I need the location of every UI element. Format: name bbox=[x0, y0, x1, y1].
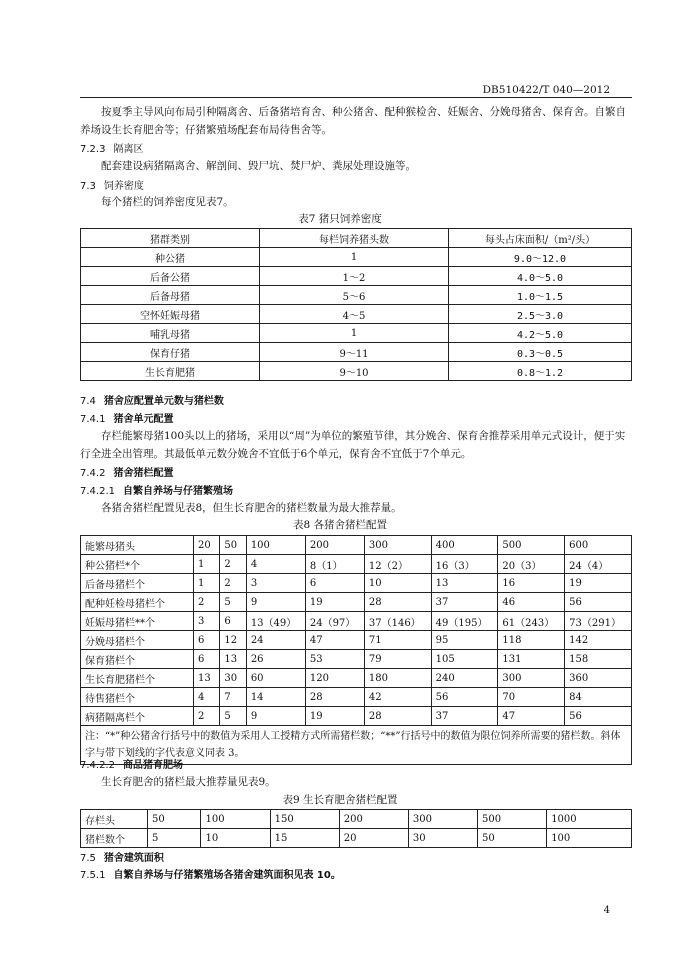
table-cell: 7 bbox=[220, 688, 246, 707]
table-cell: 150 bbox=[270, 810, 339, 829]
table-cell: 后备公猪 bbox=[81, 267, 260, 286]
table-cell: 4.2～5.0 bbox=[449, 324, 632, 343]
section-7-3-heading bbox=[80, 177, 144, 192]
table-cell: 37 bbox=[431, 593, 498, 612]
table-cell: 13 bbox=[220, 650, 246, 669]
table-cell: 9～11 bbox=[260, 343, 449, 362]
table-cell: 4 bbox=[194, 688, 220, 707]
table-cell: 46 bbox=[498, 593, 565, 612]
table-cell: 6 bbox=[220, 612, 246, 631]
table-header-cell: 每栏饲养猪头数 bbox=[260, 229, 449, 248]
table-row-label: 病猪隔离栏个 bbox=[81, 707, 194, 726]
table-cell: 28 bbox=[364, 593, 431, 612]
section-7-5-heading bbox=[80, 849, 164, 864]
table-cell: 19 bbox=[305, 707, 364, 726]
table-cell: 400 bbox=[431, 536, 498, 555]
table-cell: 5～6 bbox=[260, 286, 449, 305]
table-cell: 1 bbox=[260, 248, 449, 267]
section-7-2-3-text: 配套建设病猪隔离舍、解剖间、毁尸坑、焚尸炉、粪尿处理设施等。 bbox=[101, 160, 416, 172]
table7-caption: 表7 猪只饲养密度 bbox=[298, 213, 382, 225]
table-cell: 84 bbox=[565, 688, 632, 707]
table-cell: 24 bbox=[246, 631, 305, 650]
table-cell: 4.0～5.0 bbox=[449, 267, 632, 286]
table-cell: 19 bbox=[305, 593, 364, 612]
table-cell: 200 bbox=[305, 536, 364, 555]
table-cell: 26 bbox=[246, 650, 305, 669]
table-cell: 56 bbox=[431, 688, 498, 707]
table-cell: 500 bbox=[498, 536, 565, 555]
table-row-label: 存栏头 bbox=[81, 810, 148, 829]
table-cell: 保育仔猪 bbox=[81, 343, 260, 362]
table-cell: 120 bbox=[305, 669, 364, 688]
section-7-3-text: 每个猪栏的饲养密度见表7。 bbox=[101, 196, 234, 208]
table-cell: 2 bbox=[194, 593, 220, 612]
table-cell: 118 bbox=[498, 631, 565, 650]
table8-caption: 表8 各猪舍猪栏配置 bbox=[292, 519, 388, 531]
table-cell: 24（97） bbox=[305, 612, 364, 631]
table-cell: 300 bbox=[364, 536, 431, 555]
table-cell: 79 bbox=[364, 650, 431, 669]
table-cell: 28 bbox=[364, 707, 431, 726]
table-cell: 6 bbox=[305, 574, 364, 593]
table-row bbox=[81, 707, 632, 726]
table-cell: 后备母猪 bbox=[81, 286, 260, 305]
table-cell: 10 bbox=[201, 829, 270, 848]
table-cell: 100 bbox=[201, 810, 270, 829]
table-cell: 4～5 bbox=[260, 305, 449, 324]
table-cell: 47 bbox=[305, 631, 364, 650]
table-cell: 19 bbox=[565, 574, 632, 593]
table-cell: 13 bbox=[194, 669, 220, 688]
table-cell: 5 bbox=[220, 707, 246, 726]
section-number: 7.5.1 bbox=[80, 870, 106, 881]
table-cell: 2.5～3.0 bbox=[449, 305, 632, 324]
table-cell: 42 bbox=[364, 688, 431, 707]
table-cell: 0.3～0.5 bbox=[449, 343, 632, 362]
table-row bbox=[81, 669, 632, 688]
section-title: 隔离区 bbox=[113, 144, 144, 155]
table-row bbox=[81, 324, 632, 343]
table-cell: 2 bbox=[220, 574, 246, 593]
section-number: 7.4 bbox=[80, 396, 96, 407]
table-row bbox=[81, 574, 632, 593]
table-cell: 5 bbox=[148, 829, 201, 848]
table-cell: 500 bbox=[478, 810, 547, 829]
table-cell: 13 bbox=[431, 574, 498, 593]
section-7-4-2-2-text: 生长育肥舍的猪栏最大推荐量见表9。 bbox=[101, 776, 276, 788]
section-title: 猪舍应配置单元数与猪栏数 bbox=[103, 396, 224, 407]
table-cell: 6 bbox=[194, 650, 220, 669]
table-cell: 哺乳母猪 bbox=[81, 324, 260, 343]
table-cell: 50 bbox=[220, 536, 246, 555]
table-cell: 4 bbox=[246, 555, 305, 574]
table-cell: 360 bbox=[565, 669, 632, 688]
table-row-label: 能繁母猪头 bbox=[81, 536, 194, 555]
table-cell: 73（291） bbox=[565, 612, 632, 631]
table-cell: 240 bbox=[431, 669, 498, 688]
table-cell: 131 bbox=[498, 650, 565, 669]
section-7-4-1-heading bbox=[80, 410, 173, 425]
table-row-label: 后备母猪栏个 bbox=[81, 574, 194, 593]
table-cell: 5 bbox=[220, 593, 246, 612]
table-cell: 8（1） bbox=[305, 555, 364, 574]
table-cell: 1000 bbox=[547, 810, 632, 829]
table-cell: 56 bbox=[565, 707, 632, 726]
table-cell: 3 bbox=[246, 574, 305, 593]
section-7-4-2-heading bbox=[80, 464, 173, 479]
section-title: 猪舍猪栏配置 bbox=[113, 468, 174, 479]
section-title: 猪舍单元配置 bbox=[113, 414, 174, 425]
document-code: DB510422/T 040—2012 bbox=[482, 84, 610, 96]
table-cell: 50 bbox=[478, 829, 547, 848]
table-row-label: 待售猪栏个 bbox=[81, 688, 194, 707]
intro-paragraph: 按夏季主导风向布局引种隔离舍、后备猪培育舍、种公猪舍、配种猴检舍、妊娠舍、分娩母猪舍、保育舍。自繁自养场设生长育肥舍等；仔猪繁殖场配套布局待售舍等。 bbox=[80, 106, 626, 136]
table-row bbox=[81, 343, 632, 362]
table-header-cell: 猪群类别 bbox=[81, 229, 260, 248]
table-row-label: 妊娠母猪栏**个 bbox=[81, 612, 194, 631]
section-7-4-2-1-heading bbox=[80, 482, 233, 497]
table-header-cell: 每头占床面积/（m²/头） bbox=[449, 229, 632, 248]
table-row bbox=[81, 688, 632, 707]
table-row-label: 种公猪栏*个 bbox=[81, 555, 194, 574]
table-row-label: 猪栏数个 bbox=[81, 829, 148, 848]
section-title: 自繁自养场与仔猪繁殖场各猪舍建筑面积见表 10。 bbox=[113, 870, 341, 881]
table-cell: 种公猪 bbox=[81, 248, 260, 267]
page-number: 4 bbox=[603, 905, 610, 916]
table-cell: 300 bbox=[408, 810, 477, 829]
table-note: 注：“*”种公猪舍行括号中的数值为采用人工授精方式所需猪栏数；“**”行括号中的数值为限位饲养所需要的猪栏数。斜体字与带下划线的字代表意义同表 3。 bbox=[81, 726, 632, 765]
table-cell: 14 bbox=[246, 688, 305, 707]
table-cell: 28 bbox=[305, 688, 364, 707]
table-cell: 9～10 bbox=[260, 362, 449, 381]
table-row bbox=[81, 305, 632, 324]
table-cell: 3 bbox=[194, 612, 220, 631]
table-row-label: 分娩母猪栏个 bbox=[81, 631, 194, 650]
table-row bbox=[81, 362, 632, 381]
table-header-row bbox=[81, 229, 632, 248]
table-row bbox=[81, 631, 632, 650]
table-row bbox=[81, 593, 632, 612]
table-cell: 9.0～12.0 bbox=[449, 248, 632, 267]
table-cell: 37（146） bbox=[364, 612, 431, 631]
section-number: 7.4.2.1 bbox=[80, 486, 115, 497]
table-cell: 300 bbox=[498, 669, 565, 688]
table-cell: 70 bbox=[498, 688, 565, 707]
section-title: 自繁自养场与仔猪繁殖场 bbox=[123, 486, 233, 497]
section-7-4-heading bbox=[80, 392, 224, 407]
table-cell: 37 bbox=[431, 707, 498, 726]
section-number: 7.3 bbox=[80, 181, 96, 192]
table-cell: 100 bbox=[246, 536, 305, 555]
table-cell: 2 bbox=[194, 707, 220, 726]
table-cell: 50 bbox=[148, 810, 201, 829]
table-row bbox=[81, 612, 632, 631]
section-title: 饲养密度 bbox=[103, 181, 144, 192]
table-cell: 2 bbox=[220, 555, 246, 574]
table-cell: 53 bbox=[305, 650, 364, 669]
table-cell: 20（3） bbox=[498, 555, 565, 574]
section-title: 猪舍建筑面积 bbox=[103, 853, 164, 864]
table-cell: 13（49） bbox=[246, 612, 305, 631]
table-row bbox=[81, 650, 632, 669]
section-number: 7.4.1 bbox=[80, 414, 106, 425]
table-cell: 0.8～1.2 bbox=[449, 362, 632, 381]
table-cell: 142 bbox=[565, 631, 632, 650]
table-8 bbox=[80, 535, 632, 765]
table-cell: 71 bbox=[364, 631, 431, 650]
table-cell: 20 bbox=[339, 829, 408, 848]
section-number: 7.4.2 bbox=[80, 468, 106, 479]
table-cell: 16 bbox=[498, 574, 565, 593]
table-cell: 105 bbox=[431, 650, 498, 669]
table-cell: 49（195） bbox=[431, 612, 498, 631]
table-cell: 9 bbox=[246, 707, 305, 726]
table-cell: 6 bbox=[194, 631, 220, 650]
table-row-label: 配种妊检母猪栏个 bbox=[81, 593, 194, 612]
table-cell: 24（4） bbox=[565, 555, 632, 574]
section-7-2-3-heading bbox=[80, 140, 143, 155]
section-number: 7.5 bbox=[80, 853, 96, 864]
table-cell: 10 bbox=[364, 574, 431, 593]
table-cell: 1 bbox=[260, 324, 449, 343]
table-cell: 15 bbox=[270, 829, 339, 848]
table-cell: 30 bbox=[408, 829, 477, 848]
table-cell: 12（2） bbox=[364, 555, 431, 574]
table-cell: 30 bbox=[220, 669, 246, 688]
header-divider bbox=[80, 97, 632, 98]
table-cell: 12 bbox=[220, 631, 246, 650]
table-row bbox=[81, 810, 632, 829]
section-number: 7.4.2.2 bbox=[80, 760, 115, 771]
table-cell: 180 bbox=[364, 669, 431, 688]
section-title: 商品猪育肥场 bbox=[123, 760, 183, 771]
table-cell: 158 bbox=[565, 650, 632, 669]
table-row bbox=[81, 248, 632, 267]
table-row bbox=[81, 829, 632, 848]
table-cell: 1 bbox=[194, 555, 220, 574]
table-cell: 47 bbox=[498, 707, 565, 726]
table-cell: 60 bbox=[246, 669, 305, 688]
table-row bbox=[81, 286, 632, 305]
section-7-4-1-text: 存栏能繁母猪100头以上的猪场，采用以“周”为单位的繁殖节律，其分娩舍、保育舍推荐采用单元式设计，便于实行全进全出管理。其最低单元数分娩舍不宜低于6个单元，保育舍不宜低于7个单元。 bbox=[80, 430, 626, 460]
table-cell: 空怀妊娠母猪 bbox=[81, 305, 260, 324]
table-9 bbox=[80, 809, 632, 848]
table9-caption: 表9 生长育肥舍猪栏配置 bbox=[282, 794, 398, 806]
table-7 bbox=[80, 228, 632, 381]
table-row bbox=[81, 267, 632, 286]
table-cell: 600 bbox=[565, 536, 632, 555]
table-row-label: 生长育肥猪栏个 bbox=[81, 669, 194, 688]
table-cell: 61（243） bbox=[498, 612, 565, 631]
section-7-5-1-heading bbox=[80, 866, 341, 881]
table-cell: 20 bbox=[194, 536, 220, 555]
table-row bbox=[81, 536, 632, 555]
table-cell: 1.0～1.5 bbox=[449, 286, 632, 305]
table-row-label: 保育猪栏个 bbox=[81, 650, 194, 669]
section-7-4-2-2-heading bbox=[80, 756, 183, 771]
section-7-4-2-1-text: 各猪舍猪栏配置见表8，但生长育肥舍的猪栏数量为最大推荐量。 bbox=[101, 502, 402, 514]
table-cell: 200 bbox=[339, 810, 408, 829]
table-row bbox=[81, 555, 632, 574]
table-cell: 1 bbox=[194, 574, 220, 593]
table-cell: 100 bbox=[547, 829, 632, 848]
section-number: 7.2.3 bbox=[80, 144, 106, 155]
table-cell: 16（3） bbox=[431, 555, 498, 574]
table-cell: 95 bbox=[431, 631, 498, 650]
table-cell: 1～2 bbox=[260, 267, 449, 286]
table-cell: 56 bbox=[565, 593, 632, 612]
table-cell: 生长育肥猪 bbox=[81, 362, 260, 381]
table-cell: 9 bbox=[246, 593, 305, 612]
